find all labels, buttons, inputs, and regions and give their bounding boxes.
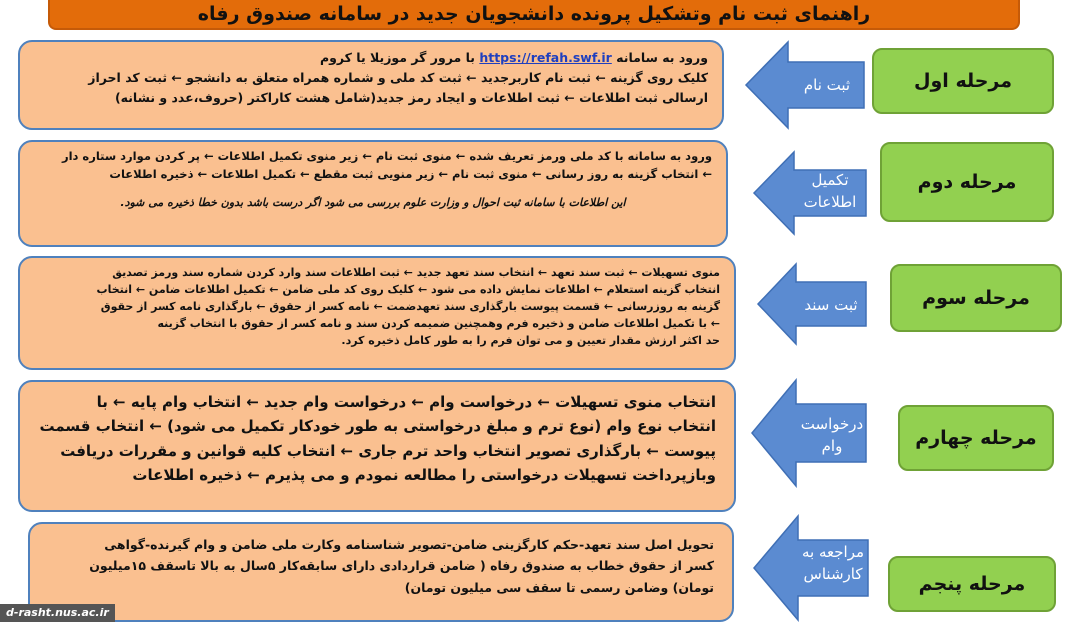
step-5-line: تحویل اصل سند تعهد-حکم کارگزینی ضامن-تصویر شناسنامه وکارت ملی ضامن و وام گیرنده-گواهی xyxy=(104,537,714,552)
step-5-line: تومان) وضامن رسمی تا سقف سی میلیون تومان) xyxy=(404,579,714,595)
step-2-line: ← انتخاب گزینه به روز رسانی ← منوی ثبت نام ← زیر منویی ثبت مقطع ← تکمیل اطلاعات ← ذخیره اطلاعات xyxy=(109,166,712,181)
step-4-line: پیوست ← بارگذاری تصویر انتخاب واحد ترم جاری ← انتخاب کلیه قوانین و مقررات دریافت xyxy=(60,441,716,460)
refah-site-link[interactable]: https://refah.swf.ir xyxy=(479,50,612,65)
step-4-action-label: درخواست وام xyxy=(800,415,864,455)
step-5-line: کسر از حقوق خطاب به صندوق رفاه ( ضامن قراردادی دارای سابقه‌کار ۵سال به بالا تاسقف ۱۵میلیون xyxy=(89,558,714,574)
step-2-line: ورود به سامانه با کد ملی ورمز تعریف شده ← منوی ثبت نام ← زیر منوی تکمیل اطلاعات ← پر کردن موارد ستاره دار xyxy=(61,149,712,163)
page-title: راهنمای ثبت نام وتشکیل پرونده دانشجویان جدید در سامانه صندوق رفاه xyxy=(48,0,1020,30)
step-4-line: انتخاب منوی تسهیلات ← درخواست وام ← درخواست وام جدید ← انتخاب وام پایه ← با xyxy=(96,393,716,411)
step-1-intro-line xyxy=(34,48,708,68)
step-3-action-label: ثبت سند xyxy=(804,296,858,314)
step-5-action-label: مراجعه به کارشناس xyxy=(801,543,864,583)
step-1-line: کلیک روی گزینه ← ثبت نام کاربرجدید ← ثبت کد ملی و شماره همراه متعلق به دانشجو ← ثبت کد احراز xyxy=(88,70,708,85)
step-4-line: وبازپرداخت تسهیلات درخواستی را مطالعه نمودم و می پذیرم ← ذخیره اطلاعات xyxy=(132,465,716,484)
step-1-line: ارسالی ثبت اطلاعات ← ثبت اطلاعات و ایجاد رمز جدید(شامل هشت کاراکتر (حروف،عدد و نشانه) xyxy=(114,90,708,105)
step-2-panel xyxy=(18,140,728,247)
step-1-panel xyxy=(18,40,724,130)
step-1-action-label: ثبت نام xyxy=(803,76,851,94)
step-1-stage: مرحله اول xyxy=(872,48,1054,114)
step-2-action-label: تکمیل اطلاعات xyxy=(803,171,857,211)
step-1-text-after-link: با مرور گر موزیلا یا کروم xyxy=(319,50,475,65)
step-3-line: منوی تسهیلات ← ثبت سند تعهد ← انتخاب سند تعهد جدید ← ثبت اطلاعات سند وارد کردن شماره سند ورمز تصدیق xyxy=(112,266,720,279)
step-3-line: گزینه به روزرسانی ← قسمت پیوست بارگذاری سند تعهدضمت ← نامه کسر از حقوق ← بارگذاری نامه کسر از حقوق xyxy=(100,300,720,314)
step-3-stage: مرحله سوم xyxy=(890,264,1062,332)
step-4-stage: مرحله چهارم xyxy=(898,405,1054,471)
step-1-text-before-link: ورود به سامانه xyxy=(616,50,708,65)
step-4-line: انتخاب نوع وام (نوع ترم و مبلغ درخواستی به طور خودکار تکمیل می شود) ← انتخاب قسمت xyxy=(39,417,716,436)
step-5-stage: مرحله پنجم xyxy=(888,556,1056,612)
step-2-stage: مرحله دوم xyxy=(880,142,1054,222)
step-3-line: انتخاب گزینه استعلام ← اطلاعات نمایش داده می شود ← کلیک روی کد ملی ضامن ← تکمیل اطلاعات ضامن ← انتخاب xyxy=(96,283,720,297)
step-5-panel xyxy=(28,522,734,622)
step-3-line: حد اکثر ارزش مقدار تعیین و می توان فرم را به طور کامل ذخیره کرد. xyxy=(341,334,720,348)
step-3-panel xyxy=(18,256,736,370)
step-3-line: ← با تکمیل اطلاعات ضامن و ذخیره فرم وهمچنین ضمیمه کردن سند و نامه کسر از حقوق با انتخاب گزینه xyxy=(157,317,720,331)
step-2-note: این اطلاعات با سامانه ثبت احوال و وزارت علوم بررسی می شود اگر درست باشد بدون خطا ذخیره می شود. xyxy=(120,195,626,209)
step-4-panel xyxy=(18,380,736,512)
site-watermark: d-rasht.nus.ac.ir xyxy=(0,604,115,622)
